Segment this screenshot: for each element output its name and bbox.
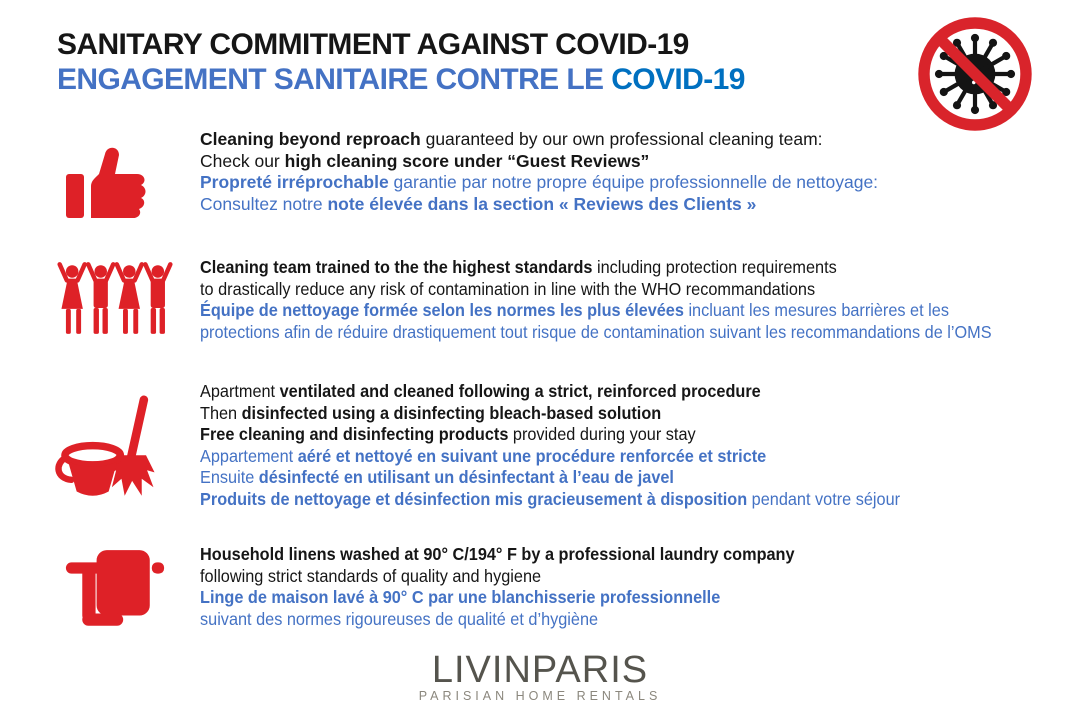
text-line: Linge de maison lavé à 90° C par une blanchisserie professionnelle [200,587,721,608]
bucket-and-broom-icon [50,394,178,508]
text-line: suivant des normes rigoureuses de qualité et d’hygiène [200,608,599,629]
text-line: Équipe de nettoyage formée selon les normes les plus élevées incluant les mesures barrières et les [200,300,949,321]
text-line: Cleaning team trained to the the highest standards including protection requirements [200,257,837,277]
no-virus-icon [915,14,1035,128]
text-line: following strict standards of quality and hygiene [200,565,542,586]
section-linens [200,544,839,630]
towel-icon [63,546,167,636]
text-line: Apartment ventilated and cleaned following a strict, reinforced procedure [200,381,761,401]
text-line: Ensuite désinfecté en utilisant un désinfectant à l’eau de javel [200,467,674,488]
brand-tagline: PARISIAN HOME RENTALS [418,689,662,703]
section-cleaning-score [200,129,878,215]
page-title-en: SANITARY COMMITMENT AGAINST COVID-19 [57,28,689,61]
text-line: Consultez notre note élevée dans la section « Reviews des Clients » [200,193,757,214]
text-line: to drastically reduce any risk of contamination in line with the WHO recommandations [200,278,816,299]
text-line: Free cleaning and disinfecting products provided during your stay [200,424,696,445]
title-fr-covid: COVID-19 [611,63,745,96]
text-line: Check our high cleaning score under “Guest Reviews” [200,150,650,171]
text-line: Propreté irréprochable garantie par notre propre équipe professionnelle de nettoyage: [200,172,879,193]
thumbs-up-icon [62,138,164,230]
brand-footer [0,649,1080,703]
page-title-fr [57,63,745,97]
text-line: Appartement aéré et nettoyé en suivant une procédure renforcée et stricte [200,445,767,466]
text-line: Cleaning beyond reproach guaranteed by our own professional cleaning team: [200,129,823,149]
text-line: Then disinfected using a disinfecting bleach-based solution [200,402,662,423]
text-line: protections afin de réduire drastiquement tout risque de contamination suivant les recommandations de l’OMS [200,321,992,342]
title-fr-main: ENGAGEMENT SANITAIRE CONTRE LE [57,63,612,96]
text-line: Produits de nettoyage et désinfection mis gracieusement à disposition pendant votre séjour [200,488,901,509]
brand-logo: LIVINPARIS [431,649,649,691]
cleaning-team-icon [57,258,173,342]
section-trained-team [200,257,1051,343]
section-disinfection [200,381,953,511]
text-line: Household linens washed at 90° C/194° F by a professional laundry company [200,544,795,564]
